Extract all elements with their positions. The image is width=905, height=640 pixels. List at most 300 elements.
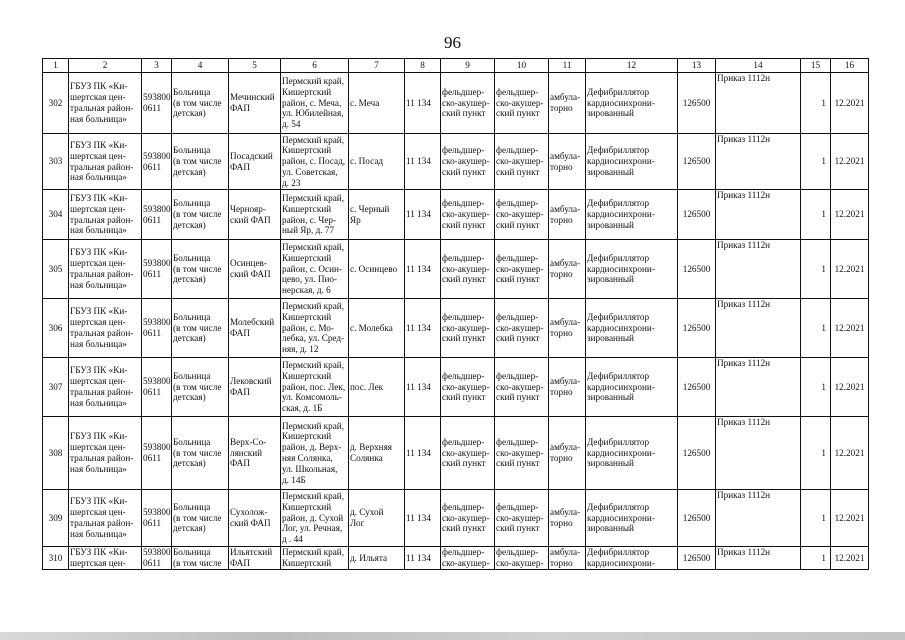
cell-row-number — [43, 490, 69, 547]
row-number-text: 306 — [48, 322, 63, 333]
cell-row-number — [43, 299, 69, 358]
column-header-15: 15 — [801, 59, 831, 73]
cell-care-form — [549, 240, 586, 299]
unit-subkind-text: фельдшер- ско-акушер- ский пункт — [496, 436, 544, 469]
row-number-text: 309 — [48, 512, 63, 523]
row-number-text: 310 — [48, 552, 63, 563]
cell-cost — [678, 299, 716, 358]
cell-address — [281, 240, 349, 299]
cell-locality — [349, 358, 405, 417]
unit-kind-text: фельдшер- ско-акушер- ский пункт — [442, 370, 490, 403]
cell-unit-name — [229, 240, 281, 299]
cell-delivery-date — [831, 417, 869, 490]
oktmo-code-text: 11 134 — [406, 447, 431, 458]
cell-unit-subkind — [495, 358, 549, 417]
oktmo-code-text: 11 134 — [406, 97, 431, 108]
equipment-name-text: Дефибриллятор кардиосинхрони- зированный — [587, 86, 655, 119]
cell-unit-name — [229, 547, 281, 570]
cell-facility-type — [172, 299, 229, 358]
cell-organization-name — [69, 240, 142, 299]
delivery-date-text: 12.2021 — [834, 512, 865, 523]
cell-address — [281, 417, 349, 490]
column-header-11: 11 — [549, 59, 586, 73]
locality-text: с. Посад — [350, 156, 384, 167]
oktmo-code-text: 11 134 — [406, 552, 431, 563]
cell-equipment-name — [586, 190, 678, 240]
cell-org-code — [142, 547, 172, 570]
cell-delivery-date — [831, 547, 869, 570]
table-header — [43, 59, 869, 73]
column-header-13: 13 — [678, 59, 716, 73]
organization-name-text: ГБУЗ ПК «Ки- шертская цен- тральная район- ная больница» — [70, 365, 134, 408]
cell-facility-type — [172, 417, 229, 490]
unit-kind-text: фельдшер- ско-акушер- ский пункт — [442, 436, 490, 469]
unit-subkind-text: фельдшер- ско-акушер- ский пункт — [496, 86, 544, 119]
cell-unit-subkind — [495, 490, 549, 547]
facility-type-text: Больница (в том числе детская) — [173, 311, 222, 344]
care-form-text: амбула- торно — [550, 547, 581, 568]
order-ref-text: Приказ 1112н — [717, 190, 771, 200]
cell-order-ref — [716, 190, 801, 240]
cell-cost — [678, 490, 716, 547]
cell-oktmo-code — [405, 417, 441, 490]
locality-text: д. Верхняя Солянка — [350, 442, 393, 463]
cost-text: 126500 — [682, 447, 711, 458]
cost-text: 126500 — [682, 263, 711, 274]
header-row — [43, 59, 869, 73]
table-row — [43, 299, 869, 358]
cell-care-form — [549, 134, 586, 190]
cell-oktmo-code — [405, 299, 441, 358]
column-header-1: 1 — [43, 59, 69, 73]
cell-organization-name — [69, 358, 142, 417]
cell-oktmo-code — [405, 240, 441, 299]
cell-locality — [349, 134, 405, 190]
facility-type-text: Больница (в том числе детская) — [173, 145, 222, 177]
row-number-text: 302 — [48, 97, 63, 108]
equipment-name-text: Дефибриллятор кардиосинхрони- зированный — [587, 198, 655, 230]
delivery-date-text: 12.2021 — [834, 97, 865, 108]
cell-order-ref — [716, 490, 801, 547]
cell-equipment-name — [586, 299, 678, 358]
facility-type-text: Больница (в том числе детская) — [173, 370, 222, 403]
cell-care-form — [549, 73, 586, 134]
organization-name-text: ГБУЗ ПК «Ки- шертская цен- тральная район- ная больница» — [70, 496, 134, 539]
column-header-12: 12 — [586, 59, 678, 73]
column-header-6: 6 — [281, 59, 349, 73]
unit-name-text: Сухолож- ский ФАП — [230, 507, 271, 528]
cell-facility-type — [172, 134, 229, 190]
cell-locality — [349, 299, 405, 358]
unit-kind-text: фельдшер- ско-акушер- ский пункт — [442, 311, 490, 344]
care-form-text: амбула- торно — [550, 317, 581, 338]
unit-kind-text: фельдшер- ско-акушер- ский пункт — [442, 252, 490, 285]
cell-cost — [678, 547, 716, 570]
unit-name-text: Посадский ФАП — [230, 150, 273, 172]
cell-unit-name — [229, 358, 281, 417]
row-number-text: 305 — [48, 263, 63, 274]
cell-unit-kind — [441, 134, 495, 190]
address-text: Пермский край, Кишертский район, с. Осин- цево, ул. Пио- нерская, д. 6 — [282, 242, 345, 296]
facility-type-text: Больница (в том числе детская) — [173, 436, 222, 469]
column-header-4: 4 — [172, 59, 229, 73]
org-code-text: 593800 0611 — [143, 258, 171, 279]
cost-text: 126500 — [682, 156, 711, 167]
unit-name-text: Молебский ФАП — [230, 317, 275, 338]
column-header-7: 7 — [349, 59, 405, 73]
locality-text: с. Осинцево — [350, 263, 398, 274]
cell-cost — [678, 190, 716, 240]
cell-unit-kind — [441, 190, 495, 240]
address-text: Пермский край, Кишертский район, д. Сухой Лог, ул. Речная, д . 44 — [282, 491, 345, 545]
quantity-text: 1 — [821, 552, 826, 563]
column-header-8: 8 — [405, 59, 441, 73]
cost-text: 126500 — [682, 381, 711, 392]
organization-name-text: ГБУЗ ПК «Ки- шертская цен- тральная район- ная больница» — [70, 431, 134, 474]
unit-name-text: Мечинский ФАП — [230, 92, 275, 113]
care-form-text: амбула- торно — [550, 92, 581, 113]
locality-text: д. Сухой Лог — [350, 507, 384, 528]
unit-name-text: Лековский ФАП — [230, 376, 272, 397]
unit-kind-text: фельдшер- ско-акушер- — [442, 547, 490, 568]
cell-quantity — [801, 417, 831, 490]
cell-facility-type — [172, 240, 229, 299]
cell-locality — [349, 417, 405, 490]
cell-address — [281, 73, 349, 134]
delivery-date-text: 12.2021 — [834, 263, 865, 274]
cell-row-number — [43, 547, 69, 570]
table-row — [43, 134, 869, 190]
table-body — [43, 73, 869, 570]
cell-quantity — [801, 547, 831, 570]
cell-row-number — [43, 190, 69, 240]
cell-unit-subkind — [495, 190, 549, 240]
cell-organization-name — [69, 73, 142, 134]
cell-organization-name — [69, 490, 142, 547]
unit-kind-text: фельдшер- ско-акушер- ский пункт — [442, 501, 490, 534]
quantity-text: 1 — [821, 381, 826, 392]
oktmo-code-text: 11 134 — [406, 381, 431, 392]
quantity-text: 1 — [821, 209, 826, 220]
care-form-text: амбула- торно — [550, 376, 581, 397]
cell-oktmo-code — [405, 547, 441, 570]
cell-unit-name — [229, 73, 281, 134]
equipment-name-text: Дефибриллятор кардиосинхрони- зированный — [587, 436, 655, 469]
cell-facility-type — [172, 358, 229, 417]
table-row — [43, 73, 869, 134]
cell-oktmo-code — [405, 190, 441, 240]
cell-address — [281, 358, 349, 417]
cell-locality — [349, 73, 405, 134]
org-code-text: 593800 0611 — [143, 442, 171, 463]
cell-cost — [678, 73, 716, 134]
unit-subkind-text: фельдшер- ско-акушер- ский пункт — [496, 501, 544, 534]
row-number-text: 308 — [48, 447, 63, 458]
unit-name-text: Чернояр- ский ФАП — [230, 203, 271, 225]
unit-name-text: Осинцев- ский ФАП — [230, 258, 271, 279]
organization-name-text: ГБУЗ ПК «Ки- шертская цен- тральная район- ная больница» — [70, 139, 134, 183]
cell-unit-name — [229, 190, 281, 240]
cell-org-code — [142, 299, 172, 358]
unit-subkind-text: фельдшер- ско-акушер- ский пункт — [496, 198, 544, 230]
cell-organization-name — [69, 417, 142, 490]
org-code-text: 593800 0611 — [143, 150, 171, 172]
equipment-name-text: Дефибриллятор кардиосинхрони- зированный — [587, 252, 655, 285]
org-code-text: 593800 0611 — [143, 376, 171, 397]
unit-kind-text: фельдшер- ско-акушер- ский пункт — [442, 145, 490, 177]
cell-unit-kind — [441, 358, 495, 417]
organization-name-text: ГБУЗ ПК «Ки- шертская цен- тральная район- ная больница» — [70, 192, 134, 236]
cell-organization-name — [69, 190, 142, 240]
organization-name-text: ГБУЗ ПК «Ки- шертская цен- тральная район- ная больница» — [70, 81, 134, 124]
cell-unit-kind — [441, 73, 495, 134]
cell-address — [281, 299, 349, 358]
cell-quantity — [801, 358, 831, 417]
cell-equipment-name — [586, 547, 678, 570]
address-text: Пермский край, Кишертский район, с. Мо- лебка, ул. Сред- няя, д. 12 — [282, 301, 345, 355]
column-header-2: 2 — [69, 59, 142, 73]
cell-quantity — [801, 134, 831, 190]
cell-organization-name — [69, 299, 142, 358]
locality-text: с. Меча — [350, 97, 380, 108]
unit-subkind-text: фельдшер- ско-акушер- ский пункт — [496, 311, 544, 344]
cell-delivery-date — [831, 240, 869, 299]
unit-kind-text: фельдшер- ско-акушер- ский пункт — [442, 86, 490, 119]
cell-quantity — [801, 190, 831, 240]
cell-quantity — [801, 73, 831, 134]
quantity-text: 1 — [821, 322, 826, 333]
order-ref-text: Приказ 1112н — [717, 358, 771, 368]
cell-care-form — [549, 417, 586, 490]
equipment-name-text: Дефибриллятор кардиосинхрони- зированный — [587, 501, 655, 534]
organization-name-text: ГБУЗ ПК «Ки- шертская цен- тральная район- ная больница» — [70, 306, 134, 349]
cell-organization-name — [69, 547, 142, 570]
cost-text: 126500 — [682, 97, 711, 108]
cell-delivery-date — [831, 134, 869, 190]
equipment-table — [42, 58, 869, 570]
column-header-16: 16 — [831, 59, 869, 73]
quantity-text: 1 — [821, 447, 826, 458]
row-number-text: 304 — [48, 209, 63, 220]
order-ref-text: Приказ 1112н — [717, 134, 771, 144]
cell-unit-subkind — [495, 73, 549, 134]
cell-unit-kind — [441, 299, 495, 358]
order-ref-text: Приказ 1112н — [717, 417, 771, 427]
order-ref-text: Приказ 1112н — [717, 547, 771, 557]
org-code-text: 593800 0611 — [143, 317, 171, 338]
facility-type-text: Больница (в том числе — [173, 547, 222, 568]
org-code-text: 593800 0611 — [143, 507, 171, 528]
cell-order-ref — [716, 299, 801, 358]
cell-oktmo-code — [405, 490, 441, 547]
oktmo-code-text: 11 134 — [406, 209, 431, 220]
column-header-3: 3 — [142, 59, 172, 73]
order-ref-text: Приказ 1112н — [717, 299, 771, 309]
row-number-text: 307 — [48, 381, 63, 392]
cell-org-code — [142, 73, 172, 134]
order-ref-text: Приказ 1112н — [717, 73, 771, 83]
cell-unit-kind — [441, 417, 495, 490]
address-text: Пермский край, Кишертский район, пос. Лек, ул. Комсомоль- ская, д. 1Б — [282, 360, 346, 414]
cell-equipment-name — [586, 240, 678, 299]
unit-name-text: Ильятский ФАП — [230, 547, 273, 568]
table-row — [43, 240, 869, 299]
cost-text: 126500 — [682, 512, 711, 523]
order-ref-text: Приказ 1112н — [717, 490, 771, 500]
cell-oktmo-code — [405, 134, 441, 190]
cell-locality — [349, 240, 405, 299]
delivery-date-text: 12.2021 — [834, 447, 865, 458]
cell-care-form — [549, 490, 586, 547]
oktmo-code-text: 11 134 — [406, 263, 431, 274]
cell-cost — [678, 134, 716, 190]
cell-quantity — [801, 490, 831, 547]
cell-care-form — [549, 190, 586, 240]
scan-edge — [0, 632, 905, 640]
care-form-text: амбула- торно — [550, 203, 581, 225]
cell-row-number — [43, 73, 69, 134]
cell-org-code — [142, 134, 172, 190]
cell-delivery-date — [831, 190, 869, 240]
organization-name-text: ГБУЗ ПК «Ки- шертская цен- тральная район- ная больница» — [70, 247, 134, 290]
column-header-10: 10 — [495, 59, 549, 73]
cell-unit-subkind — [495, 547, 549, 570]
cell-facility-type — [172, 190, 229, 240]
cell-unit-name — [229, 134, 281, 190]
cell-oktmo-code — [405, 358, 441, 417]
equipment-name-text: Дефибриллятор кардиосинхрони- зированный — [587, 370, 655, 403]
table-row — [43, 417, 869, 490]
org-code-text: 593800 0611 — [143, 92, 171, 113]
cell-quantity — [801, 299, 831, 358]
delivery-date-text: 12.2021 — [834, 322, 865, 333]
order-ref-text: Приказ 1112н — [717, 240, 771, 250]
cell-address — [281, 490, 349, 547]
organization-name-text: ГБУЗ ПК «Ки- шертская цен- — [70, 547, 128, 568]
address-text: Пермский край, Кишертский район, д. Верх- няя Солянка, ул. Школьная, д. 14Б — [282, 420, 345, 485]
cell-delivery-date — [831, 358, 869, 417]
cell-unit-kind — [441, 490, 495, 547]
cell-cost — [678, 358, 716, 417]
cell-cost — [678, 240, 716, 299]
cell-oktmo-code — [405, 73, 441, 134]
table-row — [43, 547, 869, 570]
cell-facility-type — [172, 490, 229, 547]
facility-type-text: Больница (в том числе детская) — [173, 86, 222, 119]
oktmo-code-text: 11 134 — [406, 156, 431, 167]
equipment-name-text: Дефибриллятор кардиосинхрони- — [587, 547, 655, 568]
cell-order-ref — [716, 134, 801, 190]
cell-unit-name — [229, 299, 281, 358]
unit-kind-text: фельдшер- ско-акушер- ский пункт — [442, 198, 490, 230]
cell-equipment-name — [586, 358, 678, 417]
cell-org-code — [142, 417, 172, 490]
cell-address — [281, 190, 349, 240]
unit-subkind-text: фельдшер- ско-акушер- ский пункт — [496, 370, 544, 403]
unit-subkind-text: фельдшер- ско-акушер- ский пункт — [496, 252, 544, 285]
table-row — [43, 490, 869, 547]
delivery-date-text: 12.2021 — [834, 381, 865, 392]
facility-type-text: Больница (в том числе детская) — [173, 252, 222, 285]
cell-delivery-date — [831, 490, 869, 547]
cell-locality — [349, 547, 405, 570]
row-number-text: 303 — [48, 156, 63, 167]
cell-row-number — [43, 240, 69, 299]
delivery-date-text: 12.2021 — [834, 156, 865, 167]
quantity-text: 1 — [821, 512, 826, 523]
cell-org-code — [142, 190, 172, 240]
care-form-text: амбула- торно — [550, 507, 581, 528]
equipment-name-text: Дефибриллятор кардиосинхрони- зированный — [587, 311, 655, 344]
column-header-14: 14 — [716, 59, 801, 73]
cell-row-number — [43, 417, 69, 490]
cell-org-code — [142, 240, 172, 299]
care-form-text: амбула- торно — [550, 442, 581, 463]
cell-equipment-name — [586, 73, 678, 134]
locality-text: пос. Лек — [350, 381, 384, 392]
address-text: Пермский край, Кишертский район, с. Чер- ный Яр, д. 77 — [282, 192, 345, 236]
cell-equipment-name — [586, 490, 678, 547]
locality-text: с. Черный Яр — [350, 203, 390, 225]
cell-locality — [349, 190, 405, 240]
address-text: Пермский край, Кишертский район, с. Посад, ул. Советская, д. 23 — [282, 134, 346, 188]
care-form-text: амбула- торно — [550, 258, 581, 279]
equipment-name-text: Дефибриллятор кардиосинхрони- зированный — [587, 145, 655, 177]
facility-type-text: Больница (в том числе детская) — [173, 198, 222, 230]
page-number: 96 — [444, 33, 461, 52]
cell-facility-type — [172, 73, 229, 134]
cell-order-ref — [716, 547, 801, 570]
cost-text: 126500 — [682, 209, 711, 220]
cell-unit-kind — [441, 547, 495, 570]
locality-text: с. Молебка — [350, 322, 393, 333]
unit-name-text: Верх-Со- лянский ФАП — [230, 436, 267, 469]
cell-row-number — [43, 134, 69, 190]
delivery-date-text: 12.2021 — [834, 552, 865, 563]
cell-unit-subkind — [495, 417, 549, 490]
facility-type-text: Больница (в том числе детская) — [173, 501, 222, 534]
quantity-text: 1 — [821, 156, 826, 167]
cell-unit-kind — [441, 240, 495, 299]
cell-address — [281, 134, 349, 190]
address-text: Пермский край, Кишертский район, с. Меча, ул. Юбилейная, д. 54 — [282, 76, 345, 130]
cell-order-ref — [716, 73, 801, 134]
cell-order-ref — [716, 240, 801, 299]
cell-unit-subkind — [495, 134, 549, 190]
cell-address — [281, 547, 349, 570]
delivery-date-text: 12.2021 — [834, 209, 865, 220]
cell-delivery-date — [831, 73, 869, 134]
cell-delivery-date — [831, 299, 869, 358]
care-form-text: амбула- торно — [550, 150, 581, 172]
column-header-9: 9 — [441, 59, 495, 73]
org-code-text: 593800 0611 — [143, 547, 171, 568]
unit-subkind-text: фельдшер- ско-акушер- ский пункт — [496, 145, 544, 177]
cell-care-form — [549, 547, 586, 570]
unit-subkind-text: фельдшер- ско-акушер- — [496, 547, 544, 568]
cell-order-ref — [716, 358, 801, 417]
quantity-text: 1 — [821, 263, 826, 274]
oktmo-code-text: 11 134 — [406, 512, 431, 523]
cell-equipment-name — [586, 134, 678, 190]
table-row — [43, 358, 869, 417]
cell-facility-type — [172, 547, 229, 570]
cell-care-form — [549, 358, 586, 417]
cell-organization-name — [69, 134, 142, 190]
cell-locality — [349, 490, 405, 547]
cell-row-number — [43, 358, 69, 417]
cell-unit-name — [229, 417, 281, 490]
